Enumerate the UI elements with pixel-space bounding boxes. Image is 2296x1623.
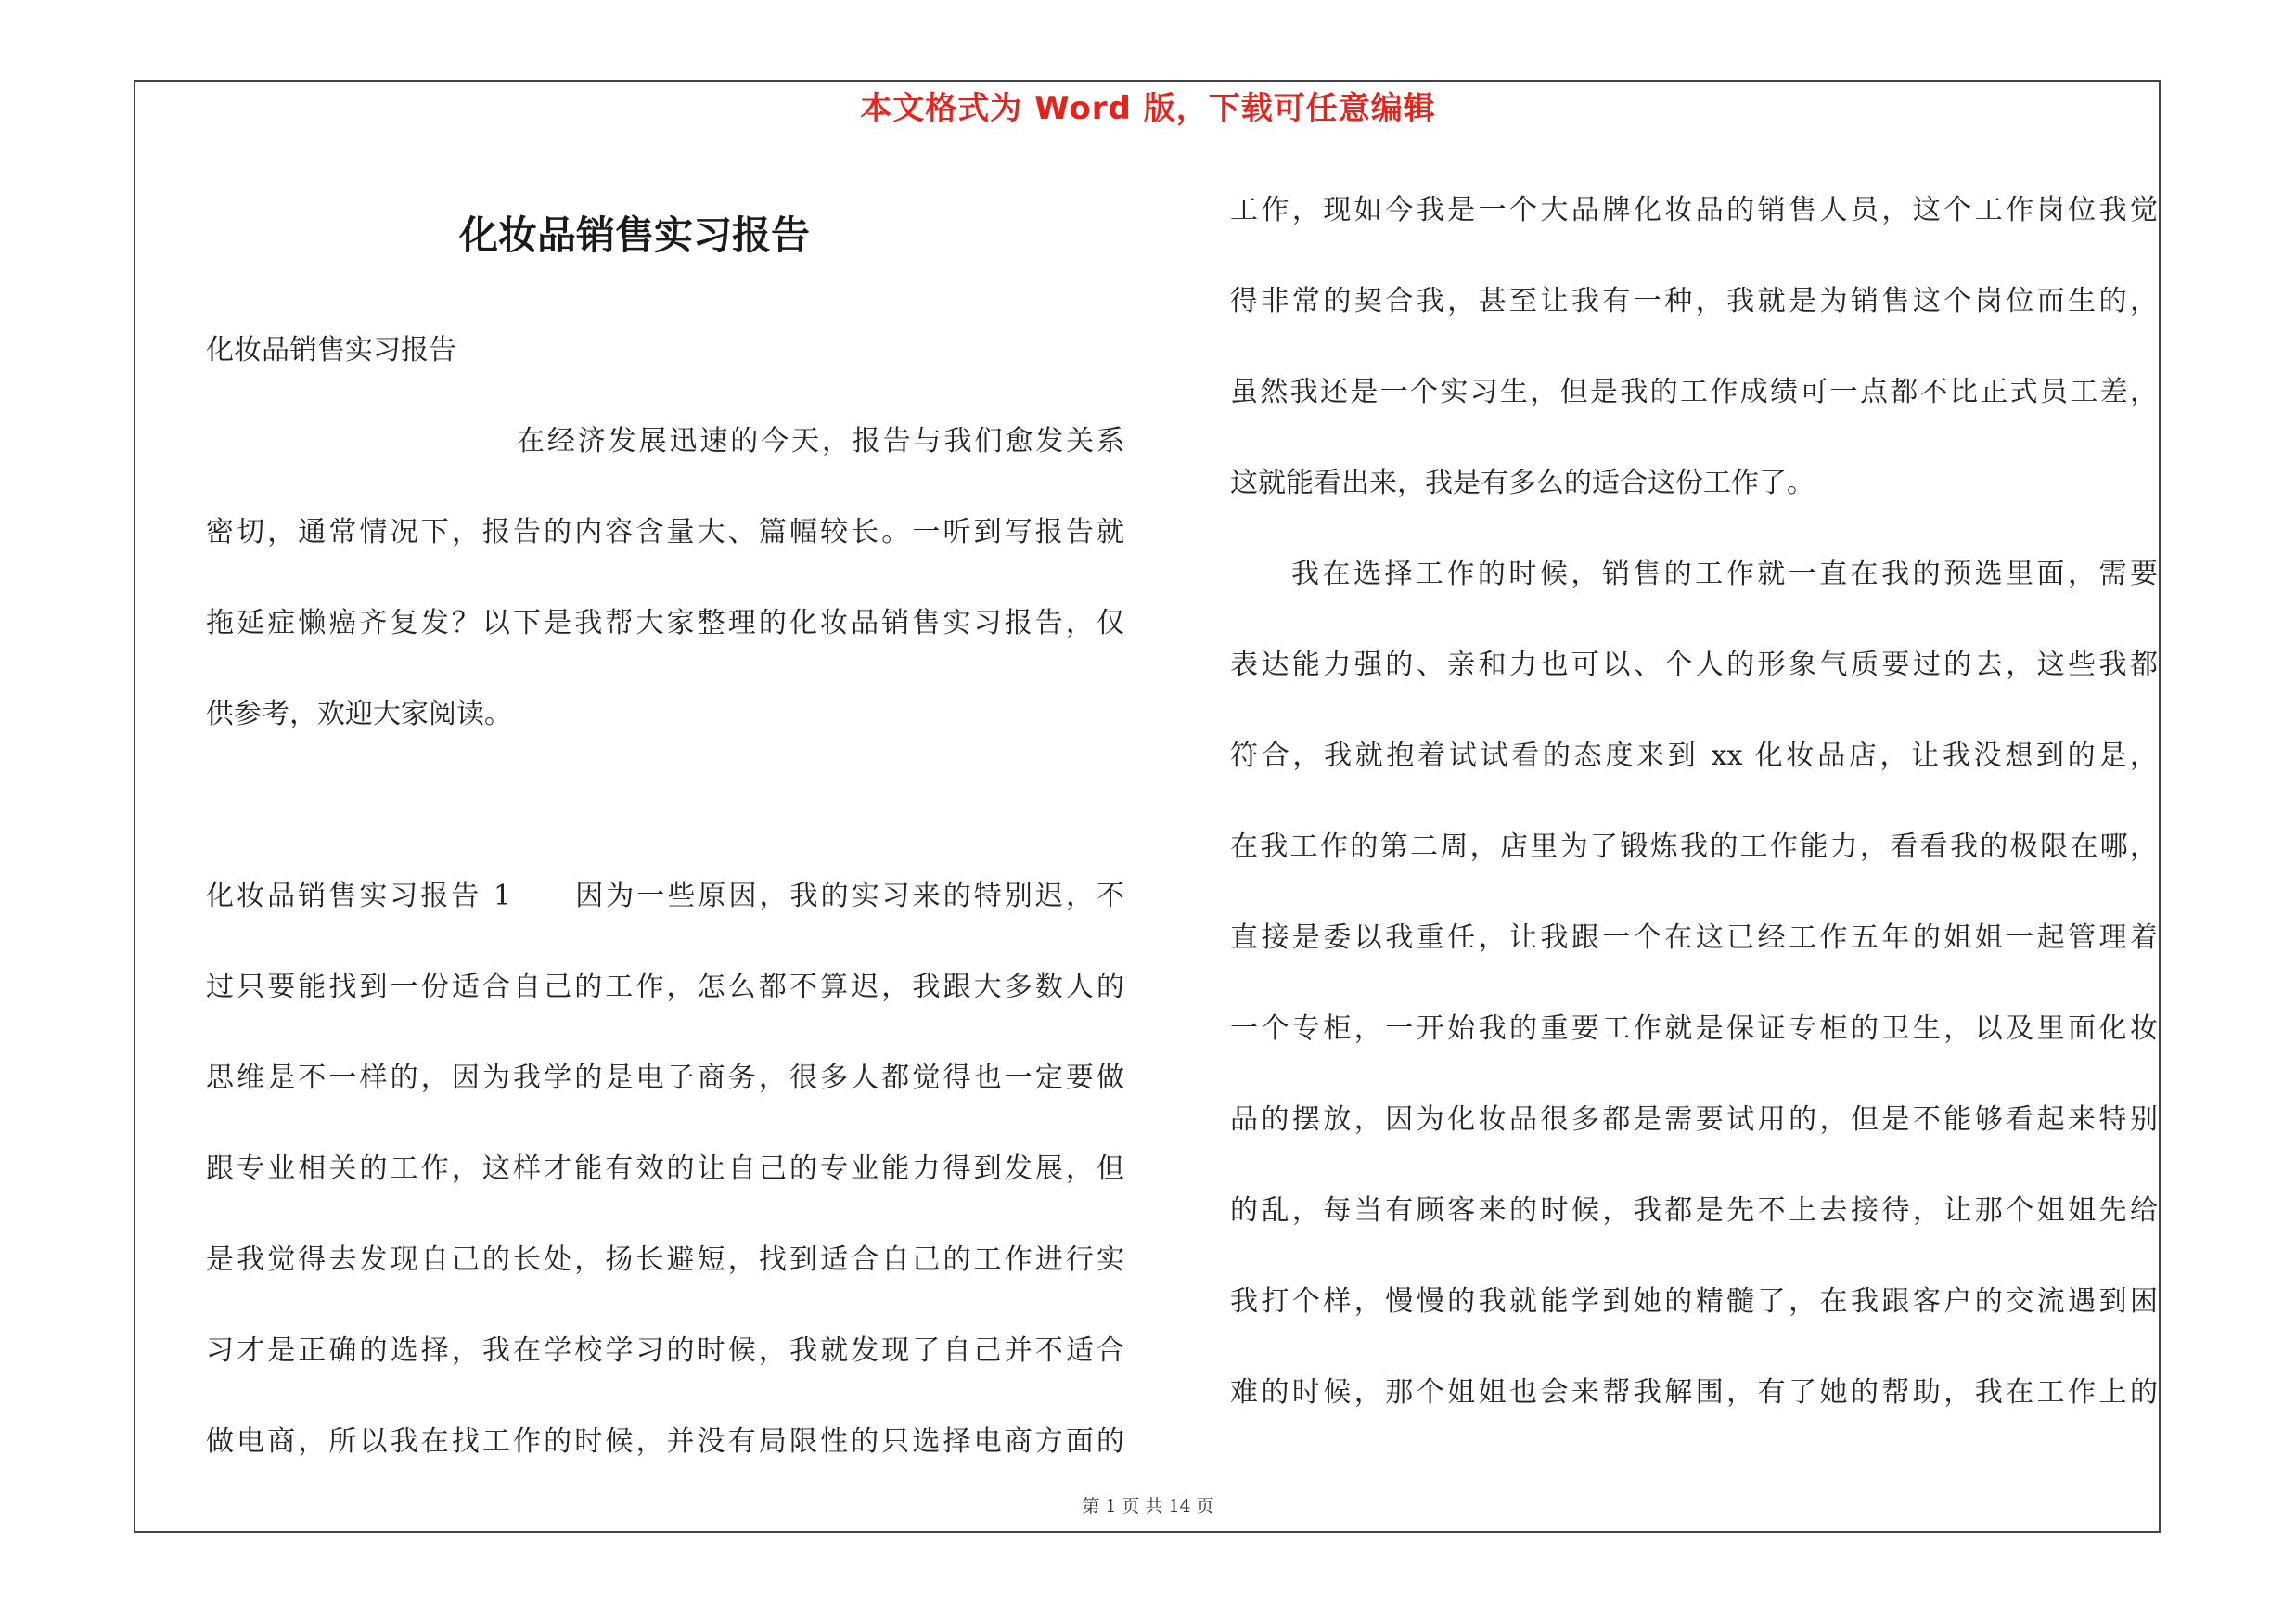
page-footer: [0, 1494, 2296, 1518]
footer-suffix: 页: [1196, 1496, 1214, 1516]
footer-total-pages: 14: [1168, 1496, 1191, 1516]
paragraph-gap: [206, 760, 1124, 851]
text-line: 过只要能找到一份适合自己的工作，怎么都不算迟，我跟大多数人的: [206, 971, 1124, 1003]
format-banner: 本文格式为 Word 版，下载可任意编辑: [860, 90, 1436, 127]
footer-page-number: 1: [1105, 1496, 1117, 1516]
text-line: 难的时候，那个姐姐也会来帮我解围，有了她的帮助，我在工作上的: [1230, 1376, 2158, 1409]
text-line: 虽然我还是一个实习生，但是我的工作成绩可一点都不比正式员工差，: [1230, 376, 2158, 408]
text-line: 做电商，所以我在找工作的时候，并没有局限性的只选择电商方面的: [206, 1425, 1124, 1458]
text-line: 拖延症懒癌齐复发？以下是我帮大家整理的化妆品销售实习报告，仅: [206, 607, 1124, 639]
text-line: 得非常的契合我，甚至让我有一种，我就是为销售这个岗位而生的，: [1230, 285, 2158, 317]
text-line: 的乱，每当有顾客来的时候，我都是先不上去接待，让那个姐姐先给: [1230, 1194, 2158, 1227]
text-line: 供参考，欢迎大家阅读。: [206, 698, 512, 730]
text-line: 一个专柜，一开始我的重要工作就是保证专柜的卫生，以及里面化妆: [1230, 1012, 2158, 1045]
text-line: 符合，我就抱着试试看的态度来到 xx 化妆品店，让我没想到的是，: [1230, 740, 2158, 772]
text-line: 思维是不一样的，因为我学的是电子商务，很多人都觉得也一定要做: [206, 1062, 1124, 1094]
text-line: 在经济发展迅速的今天，报告与我们愈发关系: [517, 425, 1124, 457]
text-line: 是我觉得去发现自己的长处，扬长避短，找到适合自己的工作进行实: [206, 1243, 1124, 1276]
footer-mid: 页 共: [1122, 1496, 1163, 1516]
text-line: 跟专业相关的工作，这样才能有效的让自己的专业能力得到发展，但: [206, 1153, 1124, 1185]
document-title: 化妆品销售实习报告: [458, 213, 810, 258]
document-subtitle: 化妆品销售实习报告: [206, 334, 456, 367]
text-line: 我在选择工作的时候，销售的工作就一直在我的预选里面，需要: [1291, 558, 2158, 590]
text-line: 品的摆放，因为化妆品很多都是需要试用的，但是不能够看起来特别: [1230, 1103, 2158, 1136]
text-line: 在我工作的第二周，店里为了锻炼我的工作能力，看看我的极限在哪，: [1230, 831, 2158, 863]
text-line: 化妆品销售实习报告 1 因为一些原因，我的实习来的特别迟，不: [206, 880, 1124, 912]
text-line: 密切，通常情况下，报告的内容含量大、篇幅较长。一听到写报告就: [206, 516, 1124, 548]
text-line: 习才是正确的选择，我在学校学习的时候，我就发现了自己并不适合: [206, 1334, 1124, 1367]
text-line: 直接是委以我重任，让我跟一个在这已经工作五年的姐姐一起管理着: [1230, 921, 2158, 954]
text-line: 表达能力强的、亲和力也可以、个人的形象气质要过的去，这些我都: [1230, 649, 2158, 681]
text-line: 这就能看出来，我是有多么的适合这份工作了。: [1230, 467, 1815, 499]
footer-prefix: 第: [1082, 1496, 1100, 1516]
text-line: 工作，现如今我是一个大品牌化妆品的销售人员，这个工作岗位我觉: [1230, 194, 2158, 226]
left-column: [206, 305, 1124, 1488]
text-line: 我打个样，慢慢的我就能学到她的精髓了，在我跟客户的交流遇到困: [1230, 1285, 2158, 1318]
right-column: [1230, 165, 2158, 1438]
